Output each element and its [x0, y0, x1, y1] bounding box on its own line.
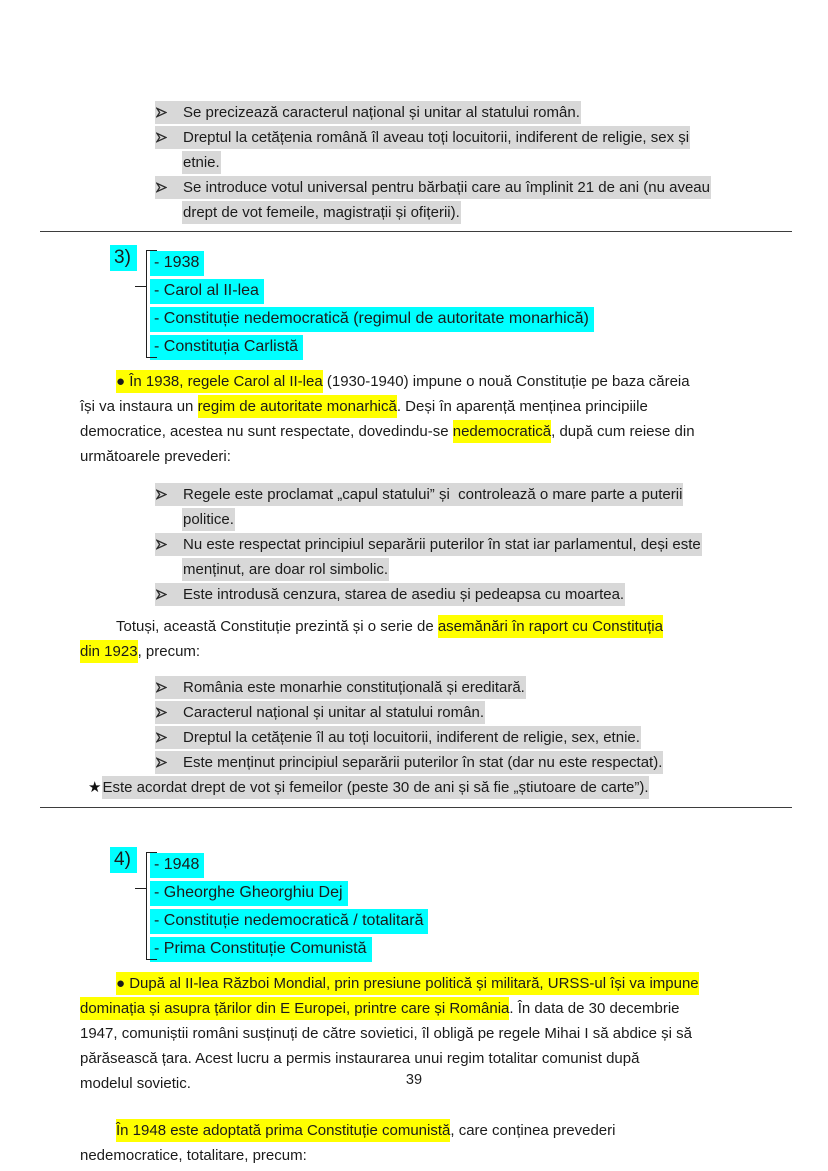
list-line: [80, 675, 752, 700]
bullet-list: [80, 100, 752, 225]
text-segment: modelul sovietic.: [80, 1075, 191, 1092]
highlighted-text: asemănări în raport cu Constituția: [438, 615, 663, 638]
section-item: [150, 881, 428, 906]
text-line: [80, 419, 752, 444]
highlighted-text: Caracterul național și unitar al statului român.: [155, 701, 485, 724]
star-note-line: [80, 775, 752, 800]
paragraph: [80, 369, 752, 469]
highlighted-text: etnie.: [182, 151, 221, 174]
text-line: [80, 1046, 752, 1071]
section-item: [150, 251, 594, 276]
section-item-text: - 1938: [150, 251, 204, 276]
section-item-text: - Prima Constituție Comunistă: [150, 937, 372, 962]
divider-line: [40, 807, 792, 808]
list-line: [80, 125, 752, 150]
arrow-bullet-icon: [156, 725, 183, 750]
text-segment: 1947, comuniștii români susținuți de către sovietici, îl obligă pe regele Mihai I să abdice și să: [80, 1025, 692, 1042]
highlighted-text: din 1923: [80, 640, 138, 663]
list-line: [80, 557, 752, 582]
list-line: [80, 507, 752, 532]
text-segment: democratice, acestea nu sunt respectate, dovedindu-se: [80, 423, 453, 440]
section-item: [150, 307, 594, 332]
highlighted-text: Nu este respectat principiul separării puterilor în stat iar parlamentul, deși este: [155, 533, 702, 556]
highlighted-text: Se precizează caracterul național și unitar al statului român.: [155, 101, 581, 124]
highlighted-text: Este menținut principiul separării puterilor în stat (dar nu este respectat).: [155, 751, 663, 774]
text-segment: . În data de 30 decembrie: [509, 1000, 680, 1017]
text-line: [80, 444, 752, 469]
text-segment: Totuși, această Constituție prezintă și o serie de: [116, 618, 438, 635]
bracket-line: [146, 852, 157, 960]
highlighted-text: ● După al II-lea Război Mondial, prin presiune politică și militară, URSS-ul își va impune: [116, 972, 699, 995]
arrow-bullet-icon: [156, 582, 183, 607]
highlighted-text: Este acordat drept de vot și femeilor (peste 30 de ani și să fie „știutoare de carte”).: [102, 776, 648, 799]
section-number: 3): [110, 245, 137, 271]
text-line: [80, 1021, 752, 1046]
highlighted-text: menținut, are doar rol simbolic.: [182, 558, 389, 581]
highlighted-text: Dreptul la cetățenie îl au toți locuitorii, indiferent de religie, sex, etnie.: [155, 726, 641, 749]
section-item-text: - Constituția Carlistă: [150, 335, 303, 360]
highlighted-text: politice.: [182, 508, 235, 531]
text-segment: , precum:: [137, 643, 201, 660]
section-item-text: - Constituție nedemocratică (regimul de autoritate monarhică): [150, 307, 594, 332]
arrow-bullet-icon: [156, 750, 183, 775]
arrow-bullet-icon: [156, 125, 183, 150]
text-segment: părăsească țara. Acest lucru a permis instaurarea unui regim totalitar comunist după: [80, 1050, 640, 1067]
list-line: [80, 100, 752, 125]
list-line: [80, 750, 752, 775]
list-line: [80, 150, 752, 175]
highlighted-text: dominația și asupra țărilor din E Europei, printre care și România: [80, 997, 509, 1020]
arrow-bullet-icon: [156, 532, 183, 557]
page-footer: [0, 1072, 828, 1088]
paragraph: [80, 1118, 752, 1168]
paragraph: [80, 614, 752, 664]
list-line: [80, 200, 752, 225]
text-segment: . Deși în aparență menținea principiile: [396, 398, 648, 415]
divider-line: [40, 231, 792, 232]
highlighted-text: În 1948 este adoptată prima Constituție comunistă: [116, 1119, 450, 1142]
bullet-list: [80, 675, 752, 775]
section-item: [150, 279, 594, 304]
section-heading-group: [80, 850, 752, 965]
section-item-text: - Carol al II-lea: [150, 279, 264, 304]
page-number: 39: [405, 1072, 423, 1088]
bullet-list: [80, 482, 752, 607]
text-line: [80, 1118, 752, 1143]
section-item: [150, 335, 594, 360]
text-segment: (1930-1940) impune o nouă Constituție pe baza căreia: [322, 373, 690, 390]
highlighted-text: Se introduce votul universal pentru bărbații care au împlinit 21 de ani (nu aveau: [155, 176, 711, 199]
list-line: [80, 700, 752, 725]
list-line: [80, 532, 752, 557]
text-segment: , după cum reiese din: [551, 423, 695, 440]
text-segment: , care conținea prevederi: [450, 1122, 616, 1139]
text-segment: nedemocratice, totalitare, precum:: [80, 1147, 307, 1164]
section-item: [150, 937, 428, 962]
highlighted-text: România este monarhie constituțională și ereditară.: [155, 676, 526, 699]
text-line: [80, 614, 752, 639]
bracket-line: [146, 250, 157, 358]
text-segment: își va instaura un: [80, 398, 198, 415]
section-number: 4): [110, 847, 137, 873]
list-line: [80, 482, 752, 507]
section-item-text: - Constituție nedemocratică / totalitară: [150, 909, 428, 934]
section-item-list: [150, 248, 594, 363]
list-line: [80, 725, 752, 750]
highlighted-text: drept de vot femeile, magistrații și ofițerii).: [182, 201, 461, 224]
document-body: [80, 100, 752, 1168]
section-item-text: - Gheorghe Gheorghiu Dej: [150, 881, 348, 906]
arrow-bullet-icon: [156, 482, 183, 507]
text-line: [80, 1143, 752, 1168]
highlighted-text: Dreptul la cetățenia română îl aveau toți locuitorii, indiferent de religie, sex și: [155, 126, 690, 149]
highlighted-text: regim de autoritate monarhică: [198, 395, 397, 418]
section-item-text: - 1948: [150, 853, 204, 878]
highlighted-text: Este introdusă cenzura, starea de asediu și pedeapsa cu moartea.: [155, 583, 625, 606]
text-line: [80, 971, 752, 996]
arrow-bullet-icon: [156, 700, 183, 725]
text-line: [80, 394, 752, 419]
list-line: [80, 175, 752, 200]
section-item: [150, 853, 428, 878]
arrow-bullet-icon: [156, 675, 183, 700]
highlighted-text: ● În 1938, regele Carol al II-lea: [116, 370, 323, 393]
highlighted-text: Regele este proclamat „capul statului” și controlează o mare parte a puterii: [155, 483, 683, 506]
section-item-list: [150, 850, 428, 965]
section-heading-group: [80, 248, 752, 363]
text-segment: următoarele prevederi:: [80, 448, 231, 465]
text-line: [80, 639, 752, 664]
star-icon: ★: [88, 779, 102, 796]
list-line: [80, 582, 752, 607]
arrow-bullet-icon: [156, 175, 183, 200]
text-line: [80, 369, 752, 394]
text-line: [80, 996, 752, 1021]
arrow-bullet-icon: [156, 100, 183, 125]
highlighted-text: nedemocratică: [453, 420, 551, 443]
section-item: [150, 909, 428, 934]
